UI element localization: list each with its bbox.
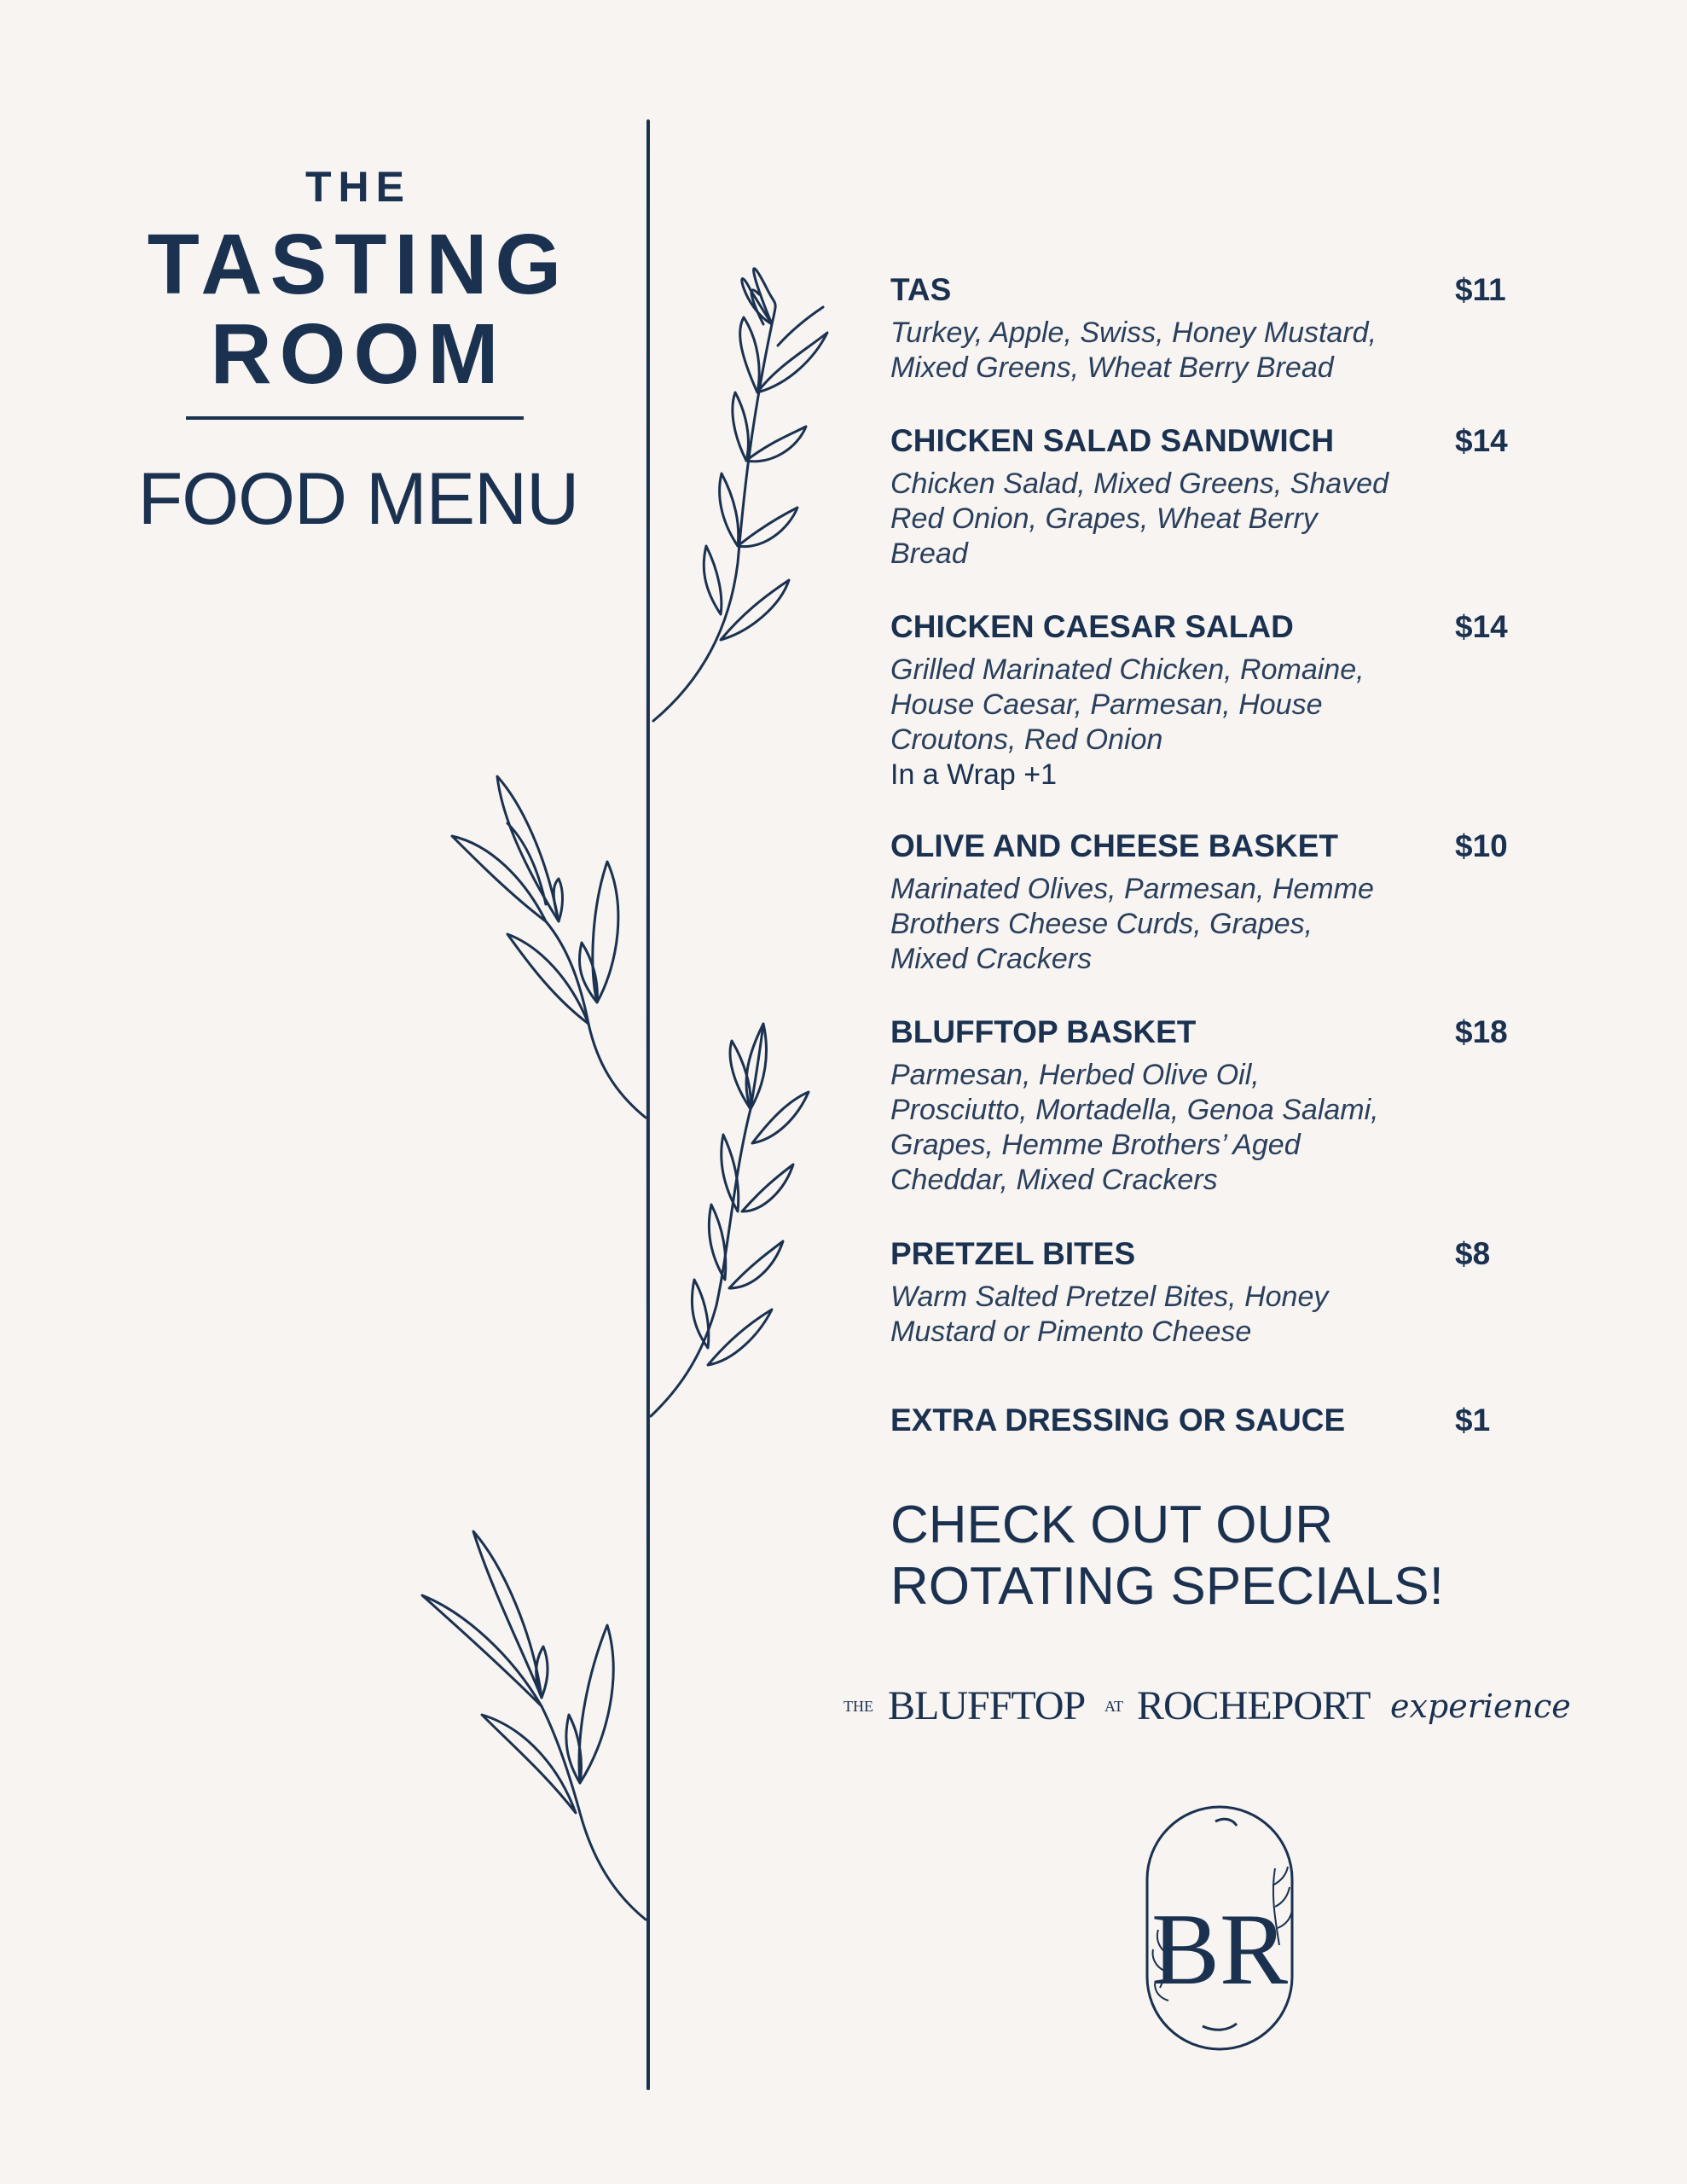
menu-item-name: TAS [890,272,952,307]
menu-item-name: CHICKEN SALAD SANDWICH [890,423,1335,458]
leaf-branch-top [653,269,827,721]
menu-item-price: $10 [1455,828,1508,863]
menu-item-addon: In a Wrap +1 [890,758,1057,791]
title-the: THE [305,163,411,211]
menu-item-name: CHICKEN CAESAR SALAD [890,609,1294,644]
menu-item-price: $18 [1455,1014,1508,1049]
title-tasting: TASTING [147,217,570,312]
blufftop-rocheport-brand: THE BLUFFTOP AT ROCHEPORT experience [844,1683,1571,1728]
food-menu-heading: FOOD MENU [137,458,579,540]
monogram-letters: BR [1151,1892,1289,2006]
rotating-specials-callout: CHECK OUT OUR ROTATING SPECIALS! [890,1496,1444,1616]
menu-item-name: PRETZEL BITES [890,1236,1136,1271]
menu-item-price: $1 [1455,1403,1491,1438]
vine-illustration [409,111,853,2099]
leaf-branch-right-middle [651,1024,809,1416]
menu-item-description: Warm Salted Pretzel Bites, Honey Mustard or Pimento Cheese [890,1281,1329,1348]
menu-item-price: $8 [1455,1236,1491,1271]
menu-item-price: $14 [1455,609,1508,644]
menu-item-description: Turkey, Apple, Swiss, Honey Mustard, Mixed Greens, Wheat Berry Bread [890,317,1377,384]
menu-item-description: Grilled Marinated Chicken, Romaine, House Caesar, Parmesan, House Croutons, Red Onion [890,653,1365,756]
leaf-branch-left-upper [452,776,646,1118]
menu-item-name: OLIVE AND CHEESE BASKET [890,828,1338,863]
menu-item-price: $14 [1455,423,1508,458]
menu-item-description: Chicken Salad, Mixed Greens, Shaved Red Onion, Grapes, Wheat Berry Bread [890,468,1388,570]
title-room: ROOM [210,306,507,402]
menu-item-name: BLUFFTOP BASKET [890,1014,1197,1049]
menu-item-name: EXTRA DRESSING OR SAUCE [890,1403,1346,1438]
menu-item-description: Parmesan, Herbed Olive Oil, Prosciutto, Mortadella, Genoa Salami, Grapes, Hemme Brothers’ Aged Cheddar, Mixed Crackers [890,1059,1379,1196]
br-monogram-logo [1134,1800,1305,2056]
menu-item-description: Marinated Olives, Parmesan, Hemme Brothers Cheese Curds, Grapes, Mixed Crackers [890,873,1374,975]
leaf-branch-left-lower [422,1531,646,1920]
menu-item-price: $11 [1455,272,1506,307]
